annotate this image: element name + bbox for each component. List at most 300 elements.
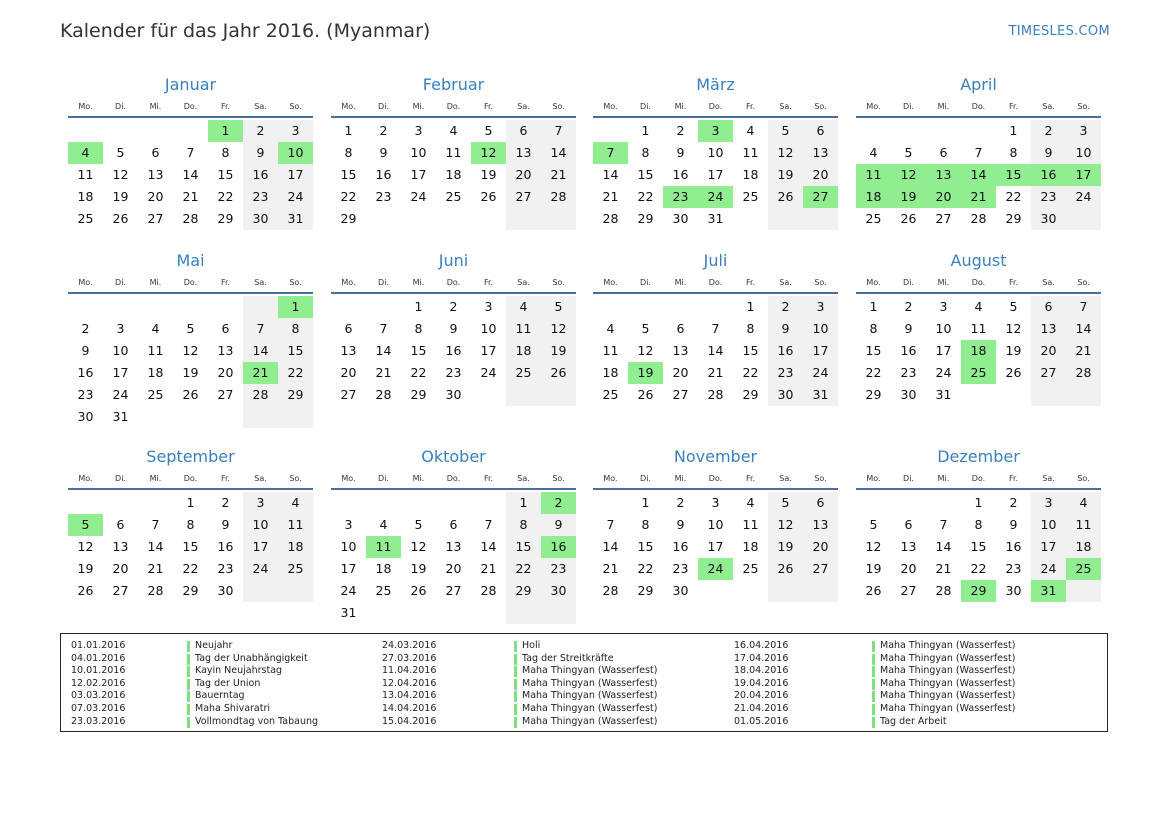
day-cell: 29 [217, 211, 234, 226]
weekday-label: Do. [708, 474, 723, 483]
day-cell: 3 [256, 495, 265, 510]
legend-date: 17.04.2016 [734, 652, 789, 664]
day-cell: 26 [182, 387, 199, 402]
day-cell: 15 [217, 167, 234, 182]
day-cell: 8 [869, 321, 878, 336]
weekday-label: Mi. [937, 278, 950, 287]
day-cell: 24 [410, 189, 427, 204]
day-cell: 13 [672, 343, 689, 358]
legend-marker [514, 691, 517, 702]
day-cell: 10 [707, 145, 724, 160]
day-cell: 10 [1075, 145, 1092, 160]
day-cell: 29 [287, 387, 304, 402]
day-cell: 22 [217, 189, 234, 204]
day-cell: 13 [515, 145, 532, 160]
legend-marker [187, 654, 190, 665]
day-cell: 30 [217, 583, 234, 598]
legend-holiday-name: Holi [522, 640, 541, 651]
day-cell: 1 [746, 299, 755, 314]
day-cell: 2 [379, 123, 388, 138]
day-cell: 14 [480, 539, 497, 554]
day-cell: 11 [77, 167, 94, 182]
legend-holiday-name: Maha Thingyan (Wasserfest) [880, 677, 1016, 689]
day-cell: 12 [637, 343, 654, 358]
legend-date: 19.04.2016 [734, 677, 789, 689]
day-cell: 21 [707, 365, 724, 380]
day-cell: 5 [414, 517, 423, 532]
day-cell: 27 [217, 387, 234, 402]
day-cell: 8 [186, 517, 195, 532]
legend-date: 01.01.2016 [71, 640, 126, 651]
day-cell: 17 [707, 167, 724, 182]
legend-holiday-name: Maha Thingyan (Wasserfest) [880, 703, 1016, 714]
holiday-day: 13 [926, 164, 961, 186]
day-cell: 10 [480, 321, 497, 336]
day-cell: 6 [904, 517, 913, 532]
weekday-label: So. [289, 474, 302, 483]
day-cell: 26 [900, 211, 917, 226]
weekday-label: Do. [183, 278, 198, 287]
day-cell: 21 [602, 561, 619, 576]
weekday-label: So. [814, 102, 827, 111]
day-cell: 9 [449, 321, 458, 336]
day-cell: 6 [116, 517, 125, 532]
day-cell: 5 [554, 299, 563, 314]
weekday-header [68, 276, 313, 294]
weekday-header [331, 100, 576, 118]
day-cell: 24 [112, 387, 129, 402]
day-cell: 5 [781, 123, 790, 138]
legend-marker [872, 641, 875, 652]
day-cell: 26 [777, 189, 794, 204]
day-cell: 22 [340, 189, 357, 204]
legend-date: 01.05.2016 [734, 715, 789, 727]
day-cell: 15 [182, 539, 199, 554]
legend-date: 10.01.2016 [71, 665, 126, 677]
weekday-label: Sa. [779, 278, 792, 287]
day-cell: 14 [182, 167, 199, 182]
day-cell: 18 [602, 365, 619, 380]
day-cell: 13 [445, 539, 462, 554]
weekday-label: Mo. [603, 102, 618, 111]
day-cell: 7 [711, 321, 720, 336]
day-cell: 17 [812, 343, 829, 358]
day-cell: 29 [515, 583, 532, 598]
weekday-label: Mi. [149, 102, 162, 111]
day-cell: 28 [252, 387, 269, 402]
day-cell: 8 [291, 321, 300, 336]
day-cell: 21 [375, 365, 392, 380]
day-cell: 7 [974, 145, 983, 160]
day-cell: 30 [777, 387, 794, 402]
holiday-day: 29 [961, 580, 996, 602]
day-cell: 14 [375, 343, 392, 358]
day-cell: 5 [484, 123, 493, 138]
day-cell: 10 [935, 321, 952, 336]
day-cell: 6 [816, 495, 825, 510]
holiday-day: 23 [663, 186, 698, 208]
legend-holiday-name: Neujahr [195, 640, 233, 651]
month-name: Februar [422, 75, 485, 94]
weekday-label: Fr. [220, 278, 231, 287]
day-cell: 1 [414, 299, 423, 314]
month-name: August [950, 251, 1007, 270]
weekday-label: Sa. [254, 278, 267, 287]
month-juli [593, 250, 838, 428]
month-dezember [856, 446, 1101, 624]
legend-marker [514, 717, 517, 728]
day-cell: 2 [904, 299, 913, 314]
day-cell: 1 [344, 123, 353, 138]
day-cell: 30 [1040, 211, 1057, 226]
day-cell: 12 [182, 343, 199, 358]
day-cell: 4 [449, 123, 458, 138]
holiday-day: 11 [366, 536, 401, 558]
month-name: Juli [703, 251, 728, 270]
day-cell: 21 [147, 561, 164, 576]
month-märz [593, 74, 838, 252]
weekday-label: Mo. [341, 474, 356, 483]
day-cell: 31 [707, 211, 724, 226]
day-cell: 23 [217, 561, 234, 576]
day-cell: 16 [77, 365, 94, 380]
legend-marker [514, 666, 517, 677]
day-cell: 2 [449, 299, 458, 314]
day-cell: 27 [112, 583, 129, 598]
weekday-label: Sa. [1042, 102, 1055, 111]
weekday-label: Sa. [779, 474, 792, 483]
holiday-day: 14 [961, 164, 996, 186]
day-cell: 7 [151, 517, 160, 532]
day-cell: 30 [77, 409, 94, 424]
day-cell: 15 [865, 343, 882, 358]
day-cell: 9 [1044, 145, 1053, 160]
day-cell: 18 [445, 167, 462, 182]
day-cell: 20 [445, 561, 462, 576]
day-cell: 3 [939, 299, 948, 314]
day-cell: 5 [116, 145, 125, 160]
day-cell: 30 [900, 387, 917, 402]
day-cell: 22 [637, 561, 654, 576]
legend-holiday-name: Maha Thingyan (Wasserfest) [522, 677, 658, 689]
weekday-label: Sa. [517, 474, 530, 483]
legend-holiday-name: Maha Thingyan (Wasserfest) [880, 652, 1016, 664]
day-cell: 2 [256, 123, 265, 138]
day-cell: 8 [641, 517, 650, 532]
weekday-label: Fr. [745, 278, 756, 287]
day-cell: 4 [379, 517, 388, 532]
legend-date: 16.04.2016 [734, 640, 789, 651]
day-cell: 3 [291, 123, 300, 138]
day-cell: 26 [480, 189, 497, 204]
day-cell: 8 [1009, 145, 1018, 160]
day-cell: 19 [182, 365, 199, 380]
day-cell: 23 [77, 387, 94, 402]
day-cell: 29 [340, 211, 357, 226]
weekday-label: Mo. [78, 474, 93, 483]
weekday-label: Do. [971, 102, 986, 111]
legend-date: 13.04.2016 [382, 690, 437, 702]
day-cell: 13 [812, 517, 829, 532]
weekday-label: Sa. [517, 278, 530, 287]
day-cell: 9 [904, 321, 913, 336]
day-cell: 8 [344, 145, 353, 160]
legend-date: 12.02.2016 [71, 677, 126, 689]
day-cell: 16 [217, 539, 234, 554]
day-cell: 18 [147, 365, 164, 380]
day-cell: 28 [935, 583, 952, 598]
weekday-label: Fr. [745, 474, 756, 483]
day-cell: 19 [777, 167, 794, 182]
day-cell: 13 [340, 343, 357, 358]
holiday-day: 17 [1066, 164, 1101, 186]
weekday-label: Mi. [937, 474, 950, 483]
day-cell: 10 [1040, 517, 1057, 532]
day-cell: 3 [484, 299, 493, 314]
day-cell: 26 [77, 583, 94, 598]
day-cell: 7 [256, 321, 265, 336]
legend-date: 21.04.2016 [734, 703, 789, 714]
day-cell: 26 [777, 561, 794, 576]
day-cell: 26 [112, 211, 129, 226]
day-cell: 27 [147, 211, 164, 226]
day-cell: 25 [445, 189, 462, 204]
day-cell: 15 [410, 343, 427, 358]
day-cell: 8 [746, 321, 755, 336]
legend-date: 27.03.2016 [382, 652, 437, 664]
weekday-label: Do. [708, 102, 723, 111]
holiday-day: 21 [243, 362, 278, 384]
day-cell: 2 [676, 123, 685, 138]
day-cell: 15 [287, 343, 304, 358]
legend-holiday-name: Maha Thingyan (Wasserfest) [880, 640, 1016, 651]
day-cell: 30 [252, 211, 269, 226]
legend-date: 03.03.2016 [71, 690, 126, 702]
day-cell: 30 [550, 583, 567, 598]
day-cell: 5 [1009, 299, 1018, 314]
day-cell: 27 [515, 189, 532, 204]
day-cell: 25 [375, 583, 392, 598]
day-cell: 7 [554, 123, 563, 138]
legend-holiday-name: Tag der Unabhängigkeit [195, 652, 308, 664]
day-cell: 6 [676, 321, 685, 336]
day-cell: 17 [287, 167, 304, 182]
day-cell: 3 [344, 517, 353, 532]
day-cell: 7 [1079, 299, 1088, 314]
day-cell: 3 [816, 299, 825, 314]
day-cell: 20 [672, 365, 689, 380]
day-cell: 30 [445, 387, 462, 402]
legend-marker [187, 641, 190, 652]
day-cell: 2 [1009, 495, 1018, 510]
day-cell: 11 [970, 321, 987, 336]
day-cell: 1 [641, 123, 650, 138]
day-cell: 13 [112, 539, 129, 554]
brand-link[interactable]: TIMESLES.COM [1008, 24, 1110, 39]
holiday-day: 2 [541, 492, 576, 514]
day-cell: 16 [672, 539, 689, 554]
holiday-day: 1 [208, 120, 243, 142]
day-cell: 26 [550, 365, 567, 380]
weekday-header [68, 100, 313, 118]
day-cell: 15 [637, 167, 654, 182]
day-cell: 27 [672, 387, 689, 402]
weekday-label: Mo. [78, 102, 93, 111]
holiday-day: 10 [278, 142, 313, 164]
day-cell: 30 [672, 583, 689, 598]
holiday-day: 5 [68, 514, 103, 536]
weekday-label: Do. [446, 278, 461, 287]
day-cell: 10 [410, 145, 427, 160]
month-name: November [673, 447, 758, 466]
day-cell: 10 [340, 539, 357, 554]
month-name: Dezember [937, 447, 1020, 466]
day-cell: 22 [287, 365, 304, 380]
day-cell: 24 [1075, 189, 1092, 204]
day-cell: 30 [672, 211, 689, 226]
weekday-label: Fr. [483, 474, 494, 483]
day-cell: 9 [781, 321, 790, 336]
day-cell: 1 [974, 495, 983, 510]
legend-holiday-name: Tag der Streitkräfte [522, 652, 614, 664]
weekday-label: Di. [115, 278, 126, 287]
day-cell: 3 [414, 123, 423, 138]
weekday-label: Mo. [603, 474, 618, 483]
legend-holiday-name: Maha Thingyan (Wasserfest) [522, 665, 658, 677]
month-juni [331, 250, 576, 428]
day-cell: 8 [414, 321, 423, 336]
weekday-label: Di. [640, 102, 651, 111]
day-cell: 9 [676, 517, 685, 532]
day-cell: 17 [707, 539, 724, 554]
day-cell: 4 [974, 299, 983, 314]
day-cell: 7 [606, 517, 615, 532]
day-cell: 18 [742, 539, 759, 554]
weekday-label: Mi. [149, 278, 162, 287]
day-cell: 31 [340, 605, 357, 620]
day-cell: 10 [707, 517, 724, 532]
month-februar [331, 74, 576, 252]
day-cell: 7 [379, 321, 388, 336]
day-cell: 22 [865, 365, 882, 380]
day-cell: 9 [256, 145, 265, 160]
day-cell: 4 [606, 321, 615, 336]
day-cell: 16 [900, 343, 917, 358]
weekday-label: Mo. [341, 102, 356, 111]
day-cell: 12 [777, 517, 794, 532]
holiday-day: 18 [961, 340, 996, 362]
day-cell: 23 [252, 189, 269, 204]
weekday-header [856, 472, 1101, 490]
day-cell: 24 [812, 365, 829, 380]
legend-marker [872, 691, 875, 702]
day-cell: 23 [900, 365, 917, 380]
day-cell: 16 [375, 167, 392, 182]
holiday-legend [60, 633, 1108, 732]
weekday-label: Mi. [674, 102, 687, 111]
weekday-label: Di. [378, 102, 389, 111]
day-cell: 26 [637, 387, 654, 402]
day-cell: 22 [1005, 189, 1022, 204]
weekday-label: Di. [903, 278, 914, 287]
day-cell: 18 [287, 539, 304, 554]
day-cell: 15 [637, 539, 654, 554]
day-cell: 11 [742, 145, 759, 160]
day-cell: 27 [340, 387, 357, 402]
day-cell: 12 [1005, 321, 1022, 336]
day-cell: 28 [707, 387, 724, 402]
holiday-day: 27 [803, 186, 838, 208]
legend-holiday-name: Bauerntag [195, 690, 245, 702]
weekday-label: Di. [115, 474, 126, 483]
weekday-label: Di. [115, 102, 126, 111]
legend-date: 14.04.2016 [382, 703, 437, 714]
day-cell: 6 [1044, 299, 1053, 314]
day-cell: 29 [865, 387, 882, 402]
weekday-label: So. [814, 278, 827, 287]
legend-date: 20.04.2016 [734, 690, 789, 702]
weekday-label: Do. [446, 474, 461, 483]
day-cell: 22 [182, 561, 199, 576]
day-cell: 25 [742, 189, 759, 204]
weekday-label: Di. [378, 474, 389, 483]
day-cell: 19 [777, 539, 794, 554]
day-cell: 20 [340, 365, 357, 380]
legend-date: 24.03.2016 [382, 640, 437, 651]
day-cell: 23 [1005, 561, 1022, 576]
weekday-label: So. [289, 102, 302, 111]
holiday-day: 18 [856, 186, 891, 208]
day-cell: 12 [777, 145, 794, 160]
day-cell: 17 [340, 561, 357, 576]
day-cell: 15 [515, 539, 532, 554]
weekday-label: Sa. [517, 102, 530, 111]
weekday-label: Di. [903, 474, 914, 483]
day-cell: 31 [935, 387, 952, 402]
day-cell: 2 [1044, 123, 1053, 138]
day-cell: 20 [812, 167, 829, 182]
day-cell: 27 [1040, 365, 1057, 380]
day-cell: 28 [182, 211, 199, 226]
weekday-label: So. [814, 474, 827, 483]
page-title: Kalender für das Jahr 2016. (Myanmar) [60, 20, 431, 42]
legend-marker [514, 641, 517, 652]
day-cell: 14 [935, 539, 952, 554]
weekday-label: Do. [708, 278, 723, 287]
weekday-label: So. [552, 278, 565, 287]
day-cell: 24 [480, 365, 497, 380]
day-cell: 24 [1040, 561, 1057, 576]
day-cell: 14 [602, 539, 619, 554]
day-cell: 16 [252, 167, 269, 182]
day-cell: 13 [900, 539, 917, 554]
holiday-day: 24 [698, 186, 733, 208]
day-cell: 13 [217, 343, 234, 358]
day-cell: 20 [900, 561, 917, 576]
day-cell: 9 [676, 145, 685, 160]
legend-marker [872, 654, 875, 665]
legend-marker [187, 717, 190, 728]
day-cell: 13 [147, 167, 164, 182]
day-cell: 28 [602, 211, 619, 226]
day-cell: 22 [410, 365, 427, 380]
day-cell: 8 [641, 145, 650, 160]
weekday-label: Do. [183, 474, 198, 483]
day-cell: 25 [287, 561, 304, 576]
day-cell: 27 [900, 583, 917, 598]
day-cell: 26 [1005, 365, 1022, 380]
day-cell: 27 [812, 561, 829, 576]
